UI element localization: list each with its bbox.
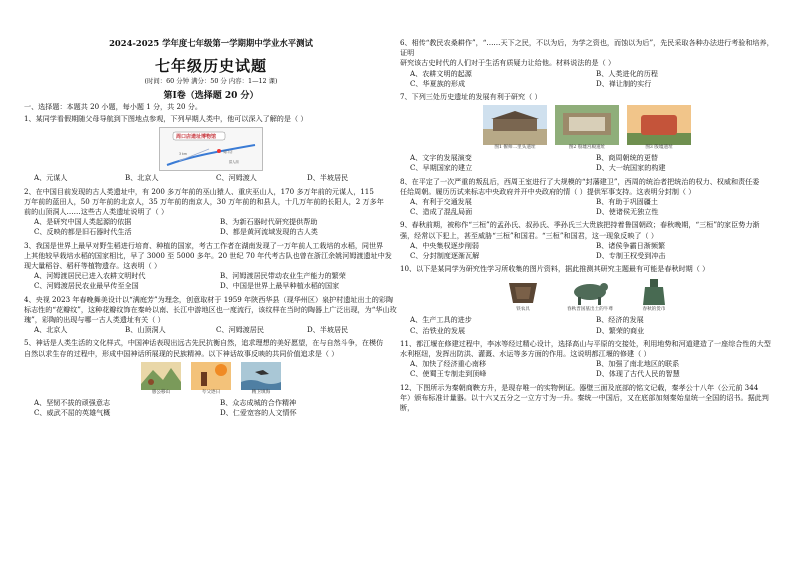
map-title: 周口店遗址博物馆 bbox=[176, 134, 217, 141]
option-c[interactable]: C、分封制度逐渐瓦解 bbox=[410, 251, 480, 261]
option-a[interactable]: A、河姆渡居民已进入农耕文明时代 bbox=[34, 271, 146, 281]
right-column bbox=[400, 38, 774, 413]
instruction: 一、选择题：本题共 20 小题，每小题 1 分，共 20 分。 bbox=[24, 102, 202, 111]
option-d[interactable]: D、都是黄河流域发现的古人类 bbox=[220, 227, 318, 237]
option-d[interactable]: D、专制王权受到冲击 bbox=[596, 251, 666, 261]
caption: 铁农具 bbox=[516, 307, 530, 313]
myth-figure-3 bbox=[241, 362, 281, 396]
question-5-figures bbox=[24, 362, 398, 396]
yinxu-site-image bbox=[627, 105, 691, 145]
option-c[interactable]: C、反映的都是旧石器时代生活 bbox=[34, 227, 132, 237]
erlitou-image bbox=[483, 105, 547, 145]
question-2-options bbox=[34, 217, 398, 237]
option-d[interactable]: D、半坡居民 bbox=[307, 325, 349, 335]
caption: 精卫填海 bbox=[251, 389, 271, 395]
option-d[interactable]: D、半坡居民 bbox=[307, 173, 349, 183]
question-7-stem: 7、下列三处历史遗址的发展有利于研究（ ） bbox=[400, 92, 542, 102]
yugong-image bbox=[141, 362, 181, 390]
option-d[interactable]: D、禅让制的实行 bbox=[596, 78, 652, 88]
option-a[interactable]: A、农耕文明的起源 bbox=[410, 68, 472, 78]
exam-info: (时间：60 分钟 满分：50 分 内容：1—12 课) bbox=[144, 77, 278, 85]
question-6-stem-1: 6、相传“教民农桑耕作”，“……天下之民，不以为后，为学之资也，而蚀以为后”，先民采取各种办法进行考验和培养，证明 bbox=[400, 38, 774, 58]
site-figure-3 bbox=[627, 105, 691, 151]
question-6-options bbox=[410, 69, 774, 89]
myth-figure-1 bbox=[141, 362, 181, 396]
option-a[interactable]: A、是研究中国人类起源的依据 bbox=[34, 217, 132, 227]
option-d[interactable]: D、繁荣的商业 bbox=[596, 325, 645, 335]
option-a[interactable]: A、生产工具的进步 bbox=[410, 315, 472, 325]
myth-figure-2 bbox=[191, 362, 231, 396]
question-12-stem-1: 12、下图所示为秦朝商鞅方升，是现存唯一的实物例证。器壁三面及底部的铭文记载，秦孝公十八年（公元前 344 bbox=[400, 382, 759, 392]
option-d[interactable]: D、使诸侯无独立性 bbox=[596, 207, 659, 217]
option-b[interactable]: B、经济的发展 bbox=[596, 315, 644, 325]
caption: 图2 殷墟宫殿遗址 bbox=[568, 145, 606, 151]
caption: 愚公移山 bbox=[151, 389, 171, 395]
option-d[interactable]: D、大一统国家的构建 bbox=[596, 163, 666, 173]
option-c[interactable]: C、威武不屈的英雄气概 bbox=[34, 408, 111, 418]
question-3-stem-2: 上其他较早栽培水稻的国家相比，早了 3000 至 5000 多年。20 世纪 70 年代考古队也曾在浙江余姚河姆渡遗址中发 bbox=[24, 250, 392, 260]
question-6-stem-2: 研究该古史时代的人们对于生活有质疑力让给他。材料说法的是（ ） bbox=[400, 58, 616, 68]
option-b[interactable]: B、山顶洞人 bbox=[125, 325, 166, 335]
option-c[interactable]: C、造成了混乱局面 bbox=[410, 207, 473, 217]
option-c[interactable]: C、早期国家的建立 bbox=[410, 163, 473, 173]
question-7-figures bbox=[400, 105, 774, 151]
option-b[interactable]: B、商周朝统的更替 bbox=[596, 153, 658, 163]
question-11-stem-1: 11、都江堰在修建过程中，李冰等经过精心设计，选择高山与平原的交接处，利用地势和河道建造了一座综合性的大型 bbox=[400, 338, 771, 348]
question-9-stem-2: 强，经常以下犯上，甚至威胁“三桓”和国君。“三桓”和国君，这一现象反映了（ ） bbox=[400, 230, 658, 240]
option-b[interactable]: B、有助于巩固疆土 bbox=[596, 197, 658, 207]
question-11-stem-2: 水利枢纽，发挥出防洪、灌溉、水运等多方面的作用。这说明都江堰的修建（ ） bbox=[400, 349, 651, 359]
option-c[interactable]: C、治铁业的发展 bbox=[410, 325, 466, 335]
question-2-stem-3: 前的山顶洞人……这些古人类遗址说明了（ ） bbox=[24, 207, 169, 217]
question-2-stem-2: 万年前的蓝田人，50 万年前的北京人，35 万年前的南京人，30 万年前的和县人，十几万年前的长阳人，2 万多年 bbox=[24, 196, 384, 206]
question-11-options bbox=[410, 359, 774, 379]
question-5-stem-1: 5、神话是人类生活的文化样式，中国神话表现出远古先民抗衡自然，追求理想的美好愿望，在与自然斗争，在模仿 bbox=[24, 338, 384, 348]
question-9-options bbox=[410, 241, 774, 261]
question-7-options bbox=[410, 153, 774, 173]
artifact-figure-1 bbox=[505, 277, 541, 313]
option-d[interactable]: D、体现了古代人民的智慧 bbox=[596, 369, 680, 379]
option-b[interactable]: B、人类进化的历程 bbox=[596, 68, 658, 78]
question-4-stem-1: 4、央视 2023 年春晚舞美设计以“满庭芳”为理念，创意取材于 1959 年陕西华县（现华州区）泉护村遗址出土的彩陶 bbox=[24, 294, 394, 304]
question-10-stem: 10、以下是某同学为研究性学习所收集的图片资料，据此推测其研究主题最有可能是春秋时期（ ） bbox=[400, 264, 710, 274]
option-a[interactable]: A、加快了经济重心南移 bbox=[410, 359, 487, 369]
question-5-stem-2: 自然以求生存的过程中，形成中国神话所展现的民族精神。以下神话故事反映的共同价值追求是（ ） bbox=[24, 348, 339, 358]
site-figure-1 bbox=[483, 105, 547, 151]
option-b[interactable]: B、河姆渡居民带动农业生产能力的繁荣 bbox=[220, 271, 346, 281]
option-b[interactable]: B、加强了南北地区的联系 bbox=[596, 359, 680, 369]
question-5-options bbox=[34, 398, 398, 418]
option-b[interactable]: B、为新石器时代研究提供帮助 bbox=[220, 217, 318, 227]
jingwei-image bbox=[241, 362, 281, 390]
subject-title: 七年级历史试题 bbox=[154, 57, 267, 75]
left-column bbox=[24, 38, 398, 421]
question-12-stem-2: 年）颁布标准计量器。以十六又五分之一立方寸为一升。秦统一中国后，又在底部加刻秦始皇统一全国的诏书。据此判断， bbox=[400, 392, 769, 413]
option-c[interactable]: C、河姆渡人 bbox=[216, 173, 257, 183]
site-figure-2 bbox=[555, 105, 619, 151]
option-c[interactable]: C、华夏族的形成 bbox=[410, 78, 466, 88]
caption: 春秋的货币 bbox=[642, 307, 666, 313]
caption: 图1 偃师二里头遗址 bbox=[494, 145, 536, 151]
option-b[interactable]: B、众志成城的合作精神 bbox=[220, 397, 297, 407]
kuafu-image bbox=[191, 362, 231, 390]
option-b[interactable]: B、诸侯争霸日渐频繁 bbox=[596, 240, 666, 250]
navigation-map-image bbox=[159, 127, 263, 171]
option-c[interactable]: C、使蜀王专制走到顶峰 bbox=[410, 369, 487, 379]
option-a[interactable]: A、北京人 bbox=[34, 325, 68, 335]
option-d[interactable]: D、中国是世界上最早种植水稻的国家 bbox=[220, 281, 340, 291]
question-8-options bbox=[410, 197, 774, 217]
option-a[interactable]: A、元谋人 bbox=[34, 173, 68, 183]
question-8-stem-2: 任给周朝。履历历试来标志中央政府并开中央政府的情（ ）提供军事支持。这表明分封制（ ） bbox=[400, 186, 696, 196]
question-1-options bbox=[34, 173, 398, 183]
yinxu-palace-image bbox=[555, 105, 619, 145]
exam-title: 2024-2025 学年度七年级第一学期期中学业水平测试 bbox=[109, 38, 313, 48]
svg-text:3 km: 3 km bbox=[179, 152, 187, 157]
option-a[interactable]: A、中央集权逐步削弱 bbox=[410, 240, 479, 250]
caption: 夸父逐日 bbox=[201, 389, 221, 395]
coin-image bbox=[639, 277, 669, 307]
option-c[interactable]: C、河姆渡居民农业最早传至全国 bbox=[34, 281, 139, 291]
question-3-options bbox=[34, 271, 398, 291]
question-4-options bbox=[34, 325, 398, 335]
question-1-figure bbox=[24, 127, 398, 171]
question-10-options bbox=[410, 315, 774, 335]
question-4-stem-2: 标志性的“花瓣纹”，这种花瓣纹饰在秦岭以南、长江中游地区也一度流行，该纹样在当时的陶器上广泛出现，为“华山玫瑰”，彩陶的出现与哪一古人类遗址有关（ ） bbox=[24, 304, 397, 325]
option-a[interactable]: A、坚韧不拔的顽强意志 bbox=[34, 397, 111, 407]
svg-text:猿人洞: 猿人洞 bbox=[229, 160, 239, 165]
caption: 春秋晋国墓出土的牛尊 bbox=[567, 307, 613, 313]
caption: 图3 殷墟遗址 bbox=[645, 145, 673, 151]
iron-tool-image bbox=[505, 277, 541, 307]
question-8-stem-1: 8、在平定了一次严重的叛乱后，西周王室进行了大规模的“封藩建卫”，西周的统治者把统治的权力、权威和责任委 bbox=[400, 176, 760, 186]
section-title: 第Ⅰ卷（选择题 20 分） bbox=[163, 91, 259, 101]
question-3-stem-3: 现大量稻谷、稻秆等植物遗存。这表明（ ） bbox=[24, 261, 162, 271]
question-3-stem-1: 3、我国是世界上最早对野生稻进行培育、种植的国家，考古工作者在湖南发现了一万年前人工栽培的水稻，同世界 bbox=[24, 240, 384, 250]
option-b[interactable]: B、北京人 bbox=[125, 173, 159, 183]
artifact-figure-2 bbox=[567, 277, 613, 313]
ox-vessel-image bbox=[568, 277, 612, 307]
svg-text:周口店: 周口店 bbox=[223, 150, 233, 155]
option-a[interactable]: A、文字的发展演变 bbox=[410, 153, 472, 163]
option-c[interactable]: C、河姆渡居民 bbox=[216, 325, 264, 335]
option-d[interactable]: D、仁爱宽容的人文情怀 bbox=[220, 408, 297, 418]
option-a[interactable]: A、有利于交通发展 bbox=[410, 197, 472, 207]
artifact-figure-3 bbox=[639, 277, 669, 313]
question-9-stem-1: 9、春秋前期，被称作“三桓”的孟孙氏、叔孙氏、季孙氏三大贵族把持着鲁国朝政；春秋晚期，“三桓”的家臣势力渐 bbox=[400, 220, 760, 230]
question-10-figures bbox=[400, 277, 774, 313]
question-2-stem-1: 2、在中国目前发现的古人类遗址中，有 200 多万年前的巫山猿人、重庆巫山人，170 多万年前的元谋人，115 bbox=[24, 186, 374, 196]
question-1-stem: 1、某同学看假期随父母导航到下图地点参观，下列早期人类中，他可以深入了解的是（ ） bbox=[24, 114, 308, 124]
